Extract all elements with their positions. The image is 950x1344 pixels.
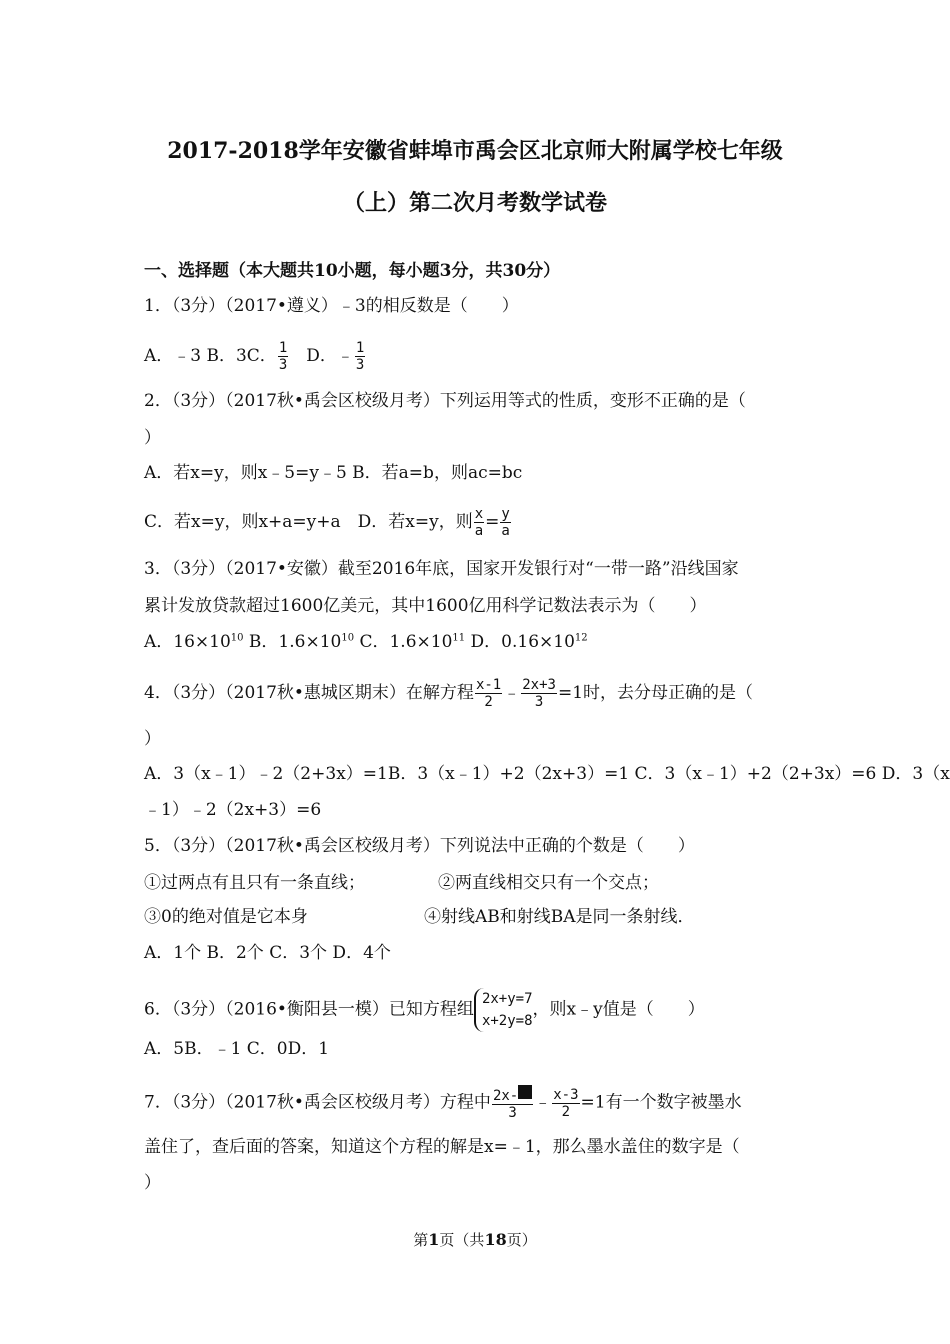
q3-option-a: A．16×10 [144, 632, 231, 652]
question-1-options [144, 340, 366, 373]
q4-frac2-den: 3 [534, 694, 544, 710]
q4-stem-post: =1时，去分母正确的是（ [557, 683, 754, 703]
q6-stem-pre: 6．（3分）（2016•衡阳县一模）已知方程组 [144, 999, 474, 1020]
q7-frac1-num-text: 2x- [492, 1088, 519, 1104]
q4-fraction-2 [521, 677, 557, 710]
footer-total-pages: 18 [484, 1230, 507, 1249]
question-5-statement-4: ④射线AB和射线BA是同一条射线． [424, 907, 695, 927]
q1-option-d: D．﹣ [289, 346, 354, 366]
q4-frac1-den: 2 [484, 694, 493, 710]
q4-frac2-num: 2x+3 [522, 677, 556, 693]
q2-fraction-1 [474, 506, 484, 539]
footer-post: 页） [506, 1231, 537, 1249]
q3-option-b: B．1.6×10 [243, 632, 342, 652]
question-4-options-1: A．3（x﹣1）﹣2（2+3x）=1B．3（x﹣1）+2（2x+3）=1 C．3（x﹣1）+2（2+3x）=6 D．3（x [144, 764, 950, 784]
q6-stem-post: ，则x﹣y值是（ ） [532, 999, 705, 1020]
question-3-stem-2: 累计发放贷款超过1600亿美元，其中1600亿用科学记数法表示为（ ） [144, 596, 707, 616]
q1-fraction-d [355, 340, 365, 373]
q7-fraction-1 [492, 1085, 533, 1121]
question-1-stem: 1．（3分）（2017•遵义）﹣3的相反数是（ ） [144, 296, 519, 316]
q4-frac1-num: x-1 [475, 677, 502, 693]
question-7-line-3: ） [144, 1173, 161, 1193]
question-4-stem-end: ） [144, 729, 161, 749]
q6-equation-system [474, 988, 533, 1032]
q2-fraction-2 [500, 506, 510, 539]
q6-equation-2: x+2y=8 [481, 1013, 533, 1029]
page-title-line-1: 2017-2018学年安徽省蚌埠市禹会区北京师大附属学校七年级 [167, 138, 783, 164]
page-footer [0, 1229, 950, 1250]
question-3-stem-1: 3．（3分）（2017•安徽）截至2016年底，国家开发银行对“一带一路”沿线国家 [144, 559, 739, 579]
question-2-options-cd [144, 506, 512, 539]
q4-stem-pre: 4．（3分）（2017秋•惠城区期末）在解方程 [144, 683, 474, 703]
q2-frac1-num: x [474, 506, 484, 522]
footer-pre: 第 [413, 1231, 429, 1249]
question-4-options-2: ﹣1）﹣2（2x+3）=6 [144, 800, 322, 820]
q3-option-c-exp: 11 [452, 632, 466, 644]
q2-equals: = [485, 512, 500, 532]
q2-frac2-num: y [501, 506, 510, 522]
question-5-statement-1: ①过两点有且只有一条直线； [144, 873, 365, 893]
q1-frac-d-num: 1 [355, 340, 365, 356]
question-3-options [144, 630, 588, 654]
q1-options-text: A．﹣3 B．3C． [144, 346, 277, 366]
q1-frac-d-den: 3 [355, 357, 365, 373]
q7-frac1-den: 3 [508, 1105, 517, 1121]
q3-option-d-exp: 12 [574, 632, 588, 644]
footer-mid: 页（共 [439, 1231, 485, 1249]
q7-frac2-den: 2 [561, 1103, 571, 1120]
question-5-stem: 5．（3分）（2017秋•禹会区校级月考）下列说法中正确的个数是（ ） [144, 836, 695, 856]
q1-frac-c-den: 3 [278, 357, 288, 373]
question-5-statement-3: ③0的绝对值是它本身 [144, 907, 308, 927]
question-7-stem [144, 1085, 742, 1121]
question-5-options: A．1个 B．2个 C．3个 D．4个 [144, 943, 391, 963]
q7-minus: ﹣ [534, 1092, 552, 1113]
q3-option-a-exp: 10 [230, 632, 244, 644]
q1-frac-c-num: 1 [278, 340, 288, 356]
q1-fraction-c [278, 340, 288, 373]
q3-option-c: C．1.6×10 [354, 632, 453, 652]
q2-options-cd-text: C．若x=y，则x+a=y+a D．若x=y，则 [144, 512, 473, 532]
page-title-line-2: （上）第二次月考数学试卷 [342, 190, 607, 216]
q7-stem-post: =1有一个数字被墨水 [580, 1092, 742, 1113]
q4-fraction-1 [475, 677, 502, 710]
q2-frac1-den: a [474, 523, 484, 539]
question-7-line-2: 盖住了，查后面的答案，知道这个方程的解是x=﹣1，那么墨水盖住的数字是（ [144, 1137, 740, 1157]
q3-option-d: D．0.16×10 [465, 632, 575, 652]
ink-blot-icon [518, 1085, 532, 1099]
question-6-stem [144, 988, 705, 1032]
q7-fraction-2 [552, 1087, 579, 1120]
question-5-statement-2: ②两直线相交只有一个交点； [438, 873, 659, 893]
question-4-stem [144, 677, 753, 710]
q6-equation-1: 2x+y=7 [481, 991, 533, 1007]
question-2-stem-end: ） [144, 428, 161, 448]
q7-frac1-num [492, 1085, 533, 1105]
question-2-options-ab: A．若x=y，则x﹣5=y﹣5 B．若a=b，则ac=bc [144, 463, 523, 483]
q7-frac2-num: x-3 [553, 1086, 579, 1103]
section-heading: 一、选择题（本大题共10小题，每小题3分，共30分） [144, 261, 561, 281]
q3-option-b-exp: 10 [341, 632, 355, 644]
q2-frac2-den: a [501, 523, 510, 539]
q7-stem-pre: 7．（3分）（2017秋•禹会区校级月考）方程中 [144, 1092, 491, 1113]
footer-page-number: 1 [428, 1230, 440, 1249]
question-2-stem: 2．（3分）（2017秋•禹会区校级月考）下列运用等式的性质，变形不正确的是（ [144, 391, 746, 411]
question-6-options: A．5B．﹣1 C．0D．1 [144, 1039, 330, 1059]
q4-minus: ﹣ [503, 683, 521, 703]
